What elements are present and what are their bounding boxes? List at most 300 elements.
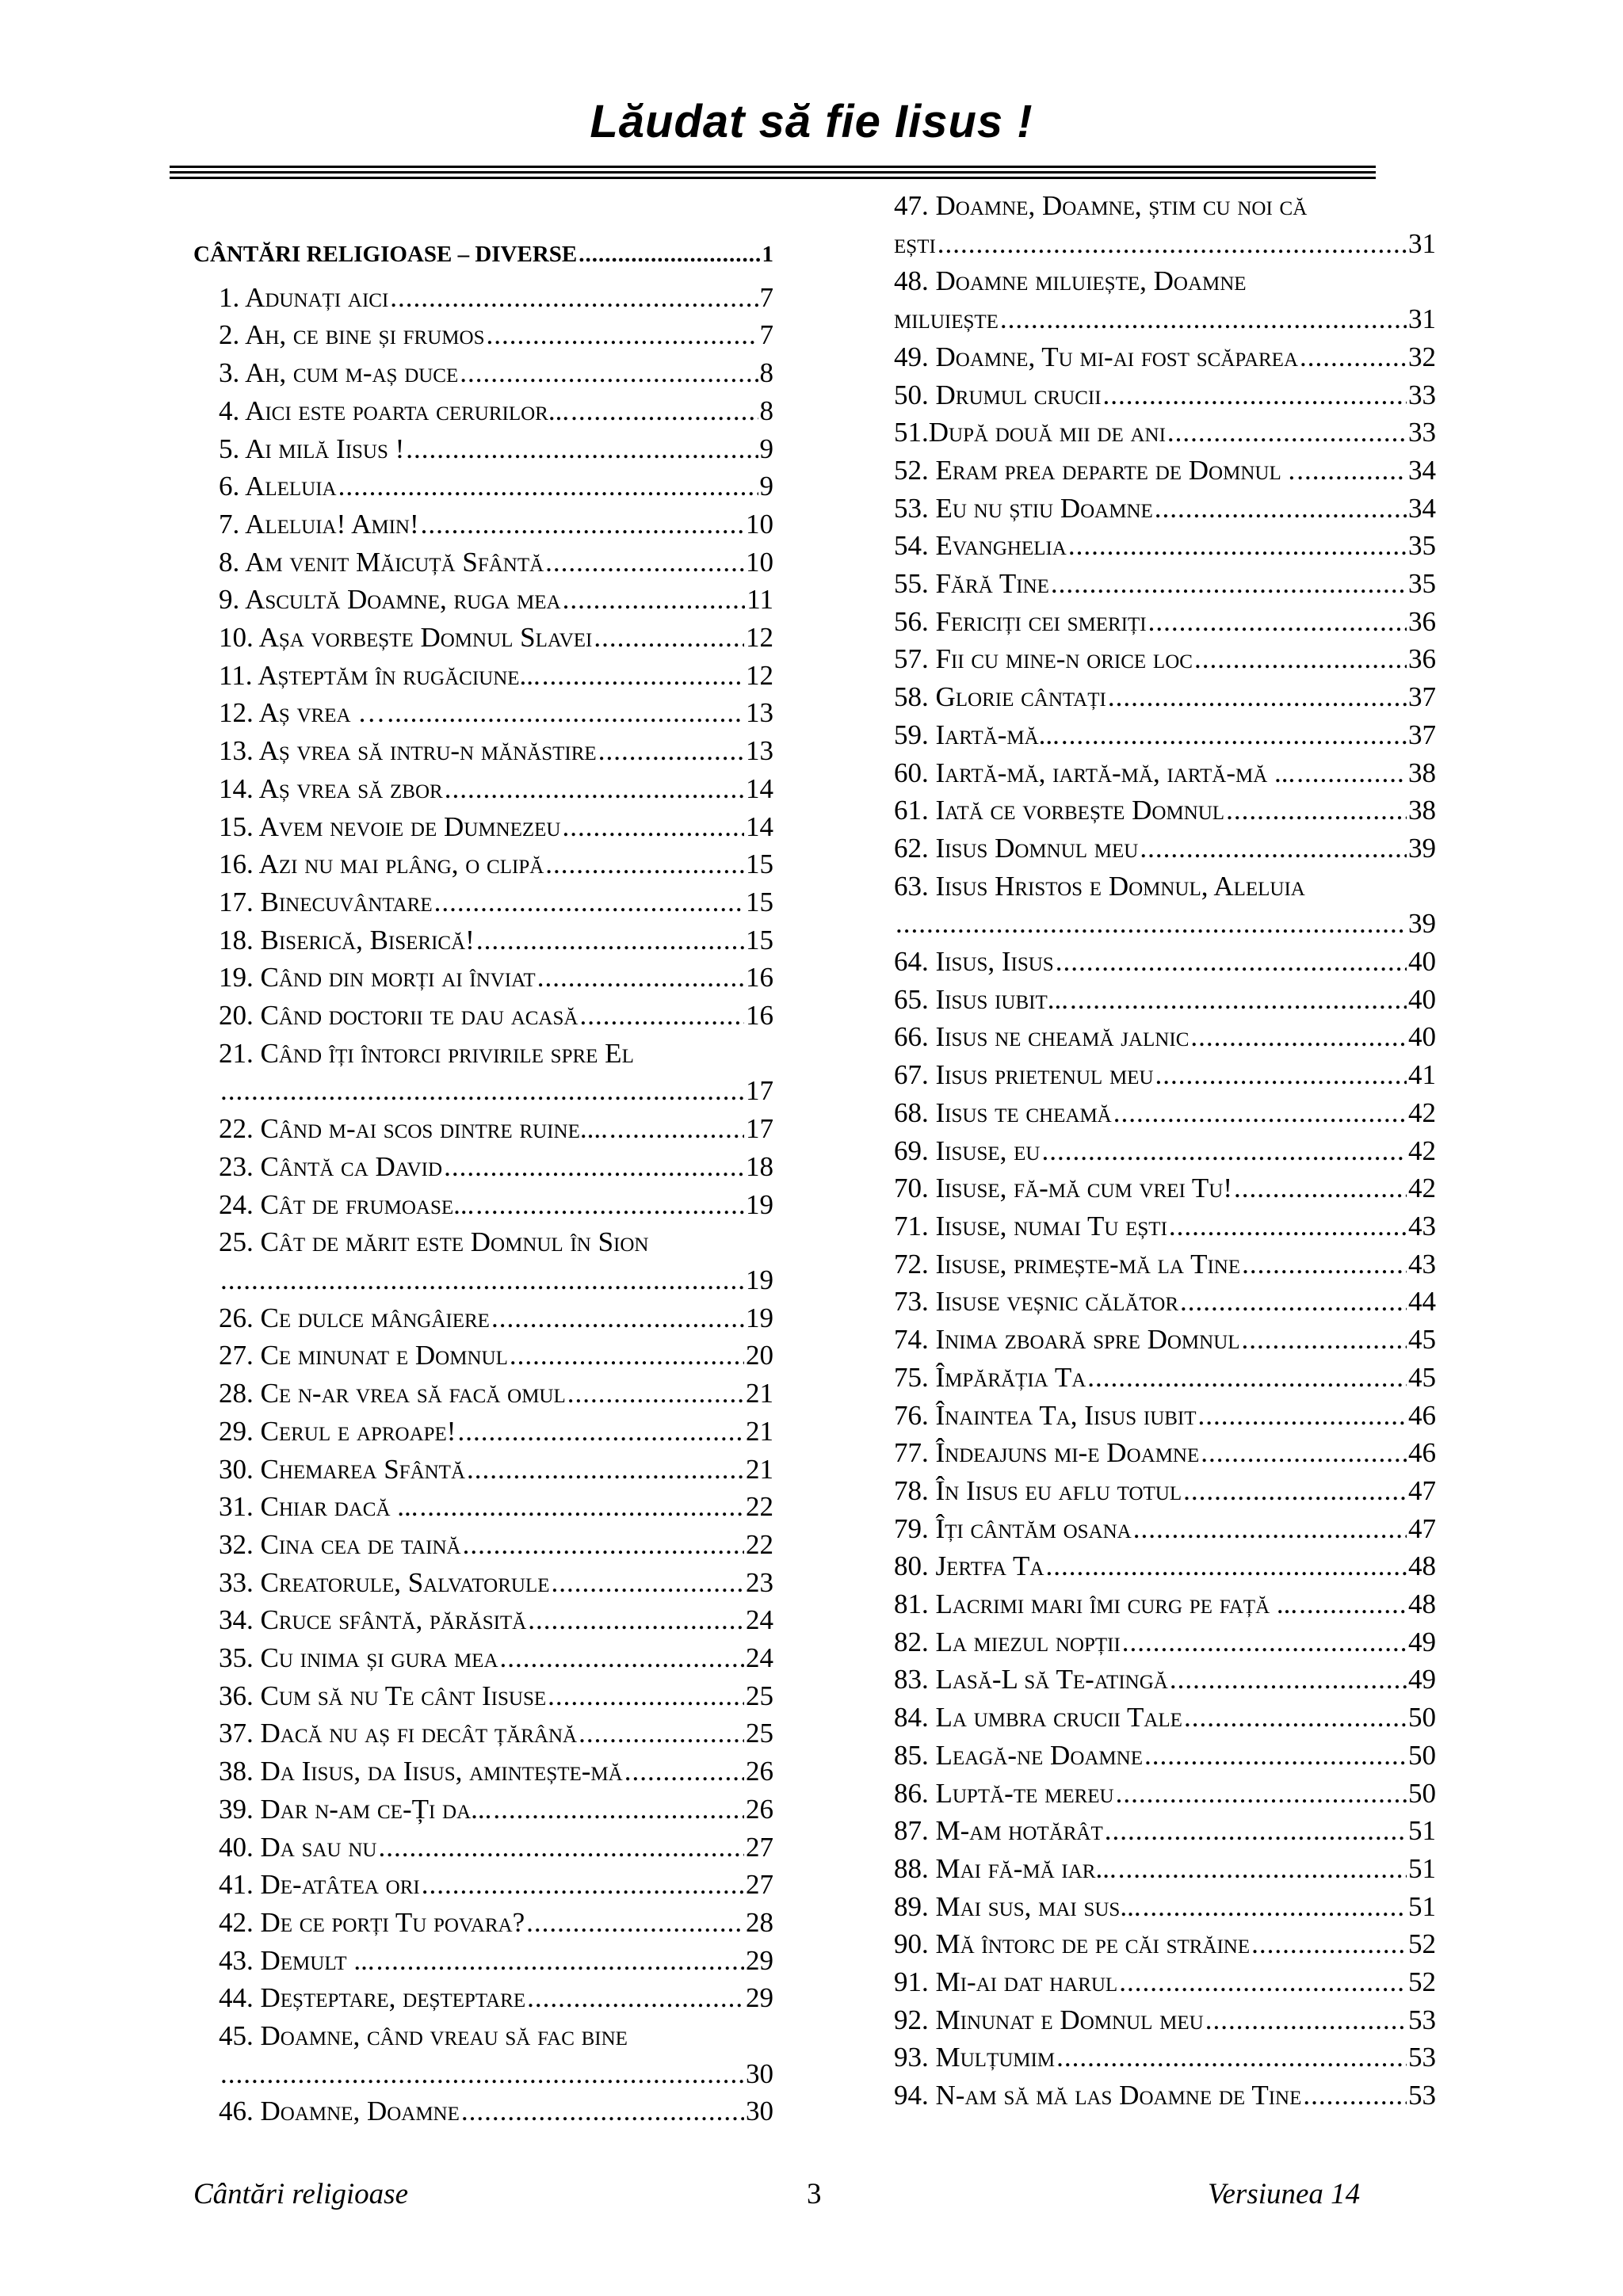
toc-entry-title: 2. Ah, ce bine și frumos bbox=[219, 319, 485, 351]
toc-entry-page: 47 bbox=[1408, 1512, 1436, 1544]
toc-entry[interactable] bbox=[193, 732, 773, 770]
toc-entry[interactable] bbox=[894, 565, 1436, 603]
toc-entry-title: 84. La umbra crucii Tale bbox=[894, 1702, 1182, 1733]
toc-entry-title: 9. Ascultă Doamne, ruga mea bbox=[219, 584, 561, 616]
toc-entry-page: 53 bbox=[1408, 2004, 1436, 2035]
toc-entry[interactable] bbox=[193, 1413, 773, 1451]
toc-entry-title: 19. Când din morți ai înviat bbox=[219, 962, 536, 994]
toc-entry-page: 39 bbox=[1408, 832, 1436, 864]
toc-entry[interactable] bbox=[193, 1526, 773, 1564]
toc-entry-page: 16 bbox=[746, 962, 773, 994]
toc-entry-title: 16. Azi nu mai plâng, o clipă bbox=[219, 849, 544, 880]
toc-entry[interactable] bbox=[894, 1169, 1436, 1207]
toc-entry[interactable] bbox=[894, 716, 1436, 754]
toc-entry-title-continued: ești bbox=[894, 227, 936, 259]
dot-leader bbox=[1170, 1661, 1407, 1699]
toc-entry-page: 15 bbox=[746, 886, 773, 917]
toc-entry[interactable] bbox=[193, 1601, 773, 1639]
toc-entry[interactable] bbox=[193, 392, 773, 430]
toc-entry-title: 48. Doamne miluiește, Doamne bbox=[894, 265, 1247, 297]
toc-entry-page: 7 bbox=[759, 281, 773, 313]
toc-entry[interactable] bbox=[894, 1925, 1436, 1963]
dot-leader bbox=[1118, 1850, 1407, 1888]
dot-leader bbox=[1087, 1359, 1407, 1397]
toc-entry-title: 35. Cu inima și gura mea bbox=[219, 1642, 498, 1674]
toc-entry-title: 85. Leagă-ne Doamne bbox=[894, 1739, 1143, 1771]
toc-entry[interactable] bbox=[193, 770, 773, 808]
toc-entry-page: 29 bbox=[746, 1982, 773, 2014]
toc-entry-page: 9 bbox=[759, 433, 773, 464]
toc-entry[interactable] bbox=[894, 2001, 1436, 2039]
toc-entry-page: 15 bbox=[746, 849, 773, 880]
dot-leader bbox=[1051, 565, 1407, 603]
toc-entry[interactable] bbox=[894, 603, 1436, 641]
toc-list-left bbox=[193, 279, 773, 2130]
toc-entry[interactable] bbox=[193, 1375, 773, 1413]
toc-entry[interactable] bbox=[894, 1510, 1436, 1548]
dot-leader bbox=[1144, 1737, 1407, 1775]
dot-leader bbox=[1155, 490, 1407, 528]
toc-entry-title: 8. Am venit Măicuță Sfântă bbox=[219, 546, 544, 578]
toc-entry-title: 72. Iisuse, primește-mă la Tine bbox=[894, 1248, 1241, 1280]
toc-entry[interactable] bbox=[894, 452, 1436, 490]
toc-entry-title: 61. Iată ce vorbește Domnul bbox=[894, 795, 1225, 826]
toc-entry[interactable] bbox=[894, 1963, 1436, 2001]
toc-entry[interactable] bbox=[193, 1714, 773, 1753]
toc-entry[interactable] bbox=[193, 354, 773, 392]
dot-leader bbox=[445, 770, 744, 808]
toc-entry-title: 18. Biserică, Biserică! bbox=[219, 924, 475, 955]
dot-leader bbox=[562, 808, 744, 846]
dot-leader bbox=[1251, 1925, 1407, 1963]
toc-entry-page: 38 bbox=[1408, 757, 1436, 788]
toc-entry-title: 57. Fii cu mine-n orice loc bbox=[894, 643, 1193, 675]
toc-entry[interactable] bbox=[193, 1904, 773, 1942]
toc-entry[interactable] bbox=[894, 678, 1436, 716]
toc-entry[interactable] bbox=[193, 279, 773, 317]
toc-entry[interactable] bbox=[894, 830, 1436, 868]
toc-entry-title: 44. Deșteptare, deșteptare bbox=[219, 1982, 526, 2014]
toc-entry-page: 16 bbox=[746, 1000, 773, 1032]
toc-list-right bbox=[894, 187, 1436, 2115]
toc-entry-title: 12. Aș vrea … bbox=[219, 697, 386, 729]
toc-entry[interactable] bbox=[193, 467, 773, 505]
toc-entry-page: 33 bbox=[1408, 417, 1436, 448]
toc-entry[interactable] bbox=[894, 1132, 1436, 1170]
toc-entry-title: 34. Cruce sfântă, părăsită bbox=[219, 1604, 527, 1636]
toc-entry-page: 41 bbox=[1408, 1059, 1436, 1091]
toc-entry-title: 7. Aleluia! Amin! bbox=[219, 508, 419, 540]
toc-entry[interactable] bbox=[894, 791, 1436, 830]
toc-entry[interactable] bbox=[894, 1434, 1436, 1472]
toc-entry[interactable] bbox=[894, 1359, 1436, 1397]
toc-entry-page: 37 bbox=[1408, 719, 1436, 750]
toc-entry-title: 83. Lasă-L să Te-atingă bbox=[894, 1664, 1168, 1695]
toc-entry-title: 40. Da sau nu bbox=[219, 1831, 377, 1863]
toc-entry-title: 70. Iisuse, fă-mă cum vrei Tu! bbox=[894, 1173, 1232, 1204]
toc-entry-page: 33 bbox=[1408, 379, 1436, 410]
toc-entry[interactable] bbox=[193, 1829, 773, 1867]
toc-entry[interactable] bbox=[193, 505, 773, 543]
toc-entry-title: 23. Cântă ca David bbox=[219, 1150, 443, 1182]
dot-leader bbox=[220, 1072, 744, 1110]
toc-entry-title: 11. Așteptăm în rugăciune... bbox=[219, 659, 540, 691]
toc-entry-title: 68. Iisus te cheamă bbox=[894, 1097, 1112, 1128]
toc-entry[interactable] bbox=[894, 1094, 1436, 1132]
toc-entry-page: 36 bbox=[1408, 643, 1436, 675]
toc-entry[interactable] bbox=[894, 754, 1436, 792]
dot-leader bbox=[1183, 1472, 1407, 1510]
toc-entry[interactable] bbox=[193, 543, 773, 582]
toc-entry-page: 34 bbox=[1408, 492, 1436, 524]
dot-leader bbox=[1148, 603, 1407, 641]
toc-entry[interactable] bbox=[894, 262, 1436, 338]
dot-leader bbox=[1041, 1132, 1407, 1170]
dot-leader bbox=[1184, 1699, 1407, 1737]
toc-entry[interactable] bbox=[894, 1321, 1436, 1359]
toc-entry[interactable] bbox=[193, 1299, 773, 1337]
toc-entry-title: 54. Evanghelia bbox=[894, 530, 1067, 562]
toc-entry-title: 46. Doamne, Doamne bbox=[219, 2096, 460, 2127]
dot-leader bbox=[1116, 1775, 1407, 1813]
dot-leader bbox=[1133, 1510, 1407, 1548]
toc-entry-page: 28 bbox=[746, 1906, 773, 1938]
toc-entry-title: 52. Eram prea departe de Domnul . bbox=[894, 454, 1296, 486]
dot-leader bbox=[527, 1979, 744, 2017]
toc-entry-page: 45 bbox=[1408, 1324, 1436, 1356]
toc-entry[interactable] bbox=[193, 808, 773, 846]
dot-leader bbox=[1234, 1169, 1407, 1207]
toc-entry[interactable] bbox=[193, 1035, 773, 1110]
toc-entry-page: 47 bbox=[1408, 1474, 1436, 1506]
toc-entry[interactable] bbox=[894, 1661, 1436, 1699]
toc-entry-title: 37. Dacă nu aș fi decât țărână bbox=[219, 1718, 578, 1749]
dot-leader bbox=[444, 1148, 744, 1186]
toc-entry-page: 42 bbox=[1408, 1135, 1436, 1166]
dot-leader bbox=[548, 1677, 744, 1715]
dot-leader bbox=[579, 1714, 744, 1753]
toc-entry[interactable] bbox=[894, 2077, 1436, 2115]
toc-entry-page: 13 bbox=[746, 735, 773, 767]
dot-leader bbox=[1303, 2077, 1407, 2115]
toc-entry[interactable] bbox=[193, 1677, 773, 1715]
toc-entry[interactable] bbox=[193, 1564, 773, 1602]
toc-entry-page: 19 bbox=[746, 1188, 773, 1220]
toc-entry-title: 30. Chemarea Sfântă bbox=[219, 1453, 466, 1485]
section-label: CÂNTĂRI RELIGIOASE – DIVERSE bbox=[193, 242, 578, 267]
toc-entry-title-continued: miluiește bbox=[894, 303, 999, 335]
toc-entry[interactable] bbox=[894, 640, 1436, 678]
toc-entry[interactable] bbox=[193, 1110, 773, 1148]
toc-entry[interactable] bbox=[894, 1623, 1436, 1661]
toc-entry[interactable] bbox=[193, 845, 773, 883]
toc-entry[interactable] bbox=[193, 997, 773, 1035]
dot-leader bbox=[1190, 1018, 1407, 1056]
toc-entry[interactable] bbox=[193, 1451, 773, 1489]
toc-entry-title: 73. Iisuse veșnic călător bbox=[894, 1286, 1178, 1318]
dot-leader bbox=[542, 657, 744, 695]
toc-entry[interactable] bbox=[894, 490, 1436, 528]
toc-entry[interactable] bbox=[193, 657, 773, 695]
toc-entry-page: 8 bbox=[759, 395, 773, 426]
toc-entry[interactable] bbox=[193, 430, 773, 468]
toc-entry-title: 22. Când m-ai scos dintre ruine.... bbox=[219, 1113, 608, 1145]
toc-entry-page: 31 bbox=[1408, 303, 1436, 335]
dot-leader bbox=[1000, 300, 1407, 338]
toc-entry-title: 17. Binecuvântare bbox=[219, 886, 433, 917]
toc-entry-title: 38. Da Iisus, da Iisus, amintește-mă bbox=[219, 1756, 623, 1787]
toc-entry[interactable] bbox=[894, 1547, 1436, 1585]
toc-entry-page: 12 bbox=[746, 659, 773, 691]
dot-leader bbox=[406, 430, 758, 468]
toc-entry-title: 28. Ce n-ar vrea să facă omul bbox=[219, 1378, 566, 1409]
toc-entry-title: 1. Adunați aici bbox=[219, 281, 389, 313]
toc-entry-title: 79. Îți cântăm osana bbox=[894, 1512, 1132, 1544]
toc-entry[interactable] bbox=[894, 1585, 1436, 1623]
toc-entry-page: 27 bbox=[746, 1831, 773, 1863]
toc-entry-title: 63. Iisus Hristos e Domnul, Aleluia bbox=[894, 870, 1305, 902]
dot-leader bbox=[457, 1413, 744, 1451]
toc-entry[interactable] bbox=[894, 1018, 1436, 1056]
toc-entry-title: 66. Iisus ne cheamă jalnic bbox=[894, 1021, 1190, 1053]
toc-entry-title: 94. N-am să mă las Doamne de Tine bbox=[894, 2080, 1302, 2111]
dot-leader bbox=[1119, 1963, 1407, 2001]
toc-entry-title: 21. Când îți întorci privirile spre El bbox=[219, 1037, 634, 1069]
toc-entry[interactable] bbox=[894, 1397, 1436, 1435]
toc-entry[interactable] bbox=[193, 619, 773, 657]
toc-entry[interactable] bbox=[894, 1775, 1436, 1813]
toc-entry-page: 9 bbox=[759, 471, 773, 502]
toc-entry-page: 48 bbox=[1408, 1589, 1436, 1620]
toc-entry-title: 36. Cum să nu Te cânt Iisuse bbox=[219, 1680, 547, 1711]
dot-leader bbox=[1180, 1283, 1407, 1321]
toc-entry[interactable] bbox=[894, 1737, 1436, 1775]
dot-leader bbox=[1242, 1321, 1407, 1359]
toc-entry-page: 35 bbox=[1408, 530, 1436, 562]
toc-entry[interactable] bbox=[894, 376, 1436, 414]
toc-entry-page: 22 bbox=[746, 1491, 773, 1523]
toc-entry[interactable] bbox=[193, 694, 773, 732]
toc-entry-page: 40 bbox=[1408, 946, 1436, 978]
toc-entry[interactable] bbox=[193, 1148, 773, 1186]
toc-entry[interactable] bbox=[894, 1472, 1436, 1510]
toc-entry-page: 31 bbox=[1408, 227, 1436, 259]
dot-leader bbox=[1046, 1547, 1407, 1585]
toc-entry[interactable] bbox=[193, 1979, 773, 2017]
dot-leader bbox=[467, 1451, 744, 1489]
toc-entry-title: 74. Inima zboară spre Domnul bbox=[894, 1324, 1240, 1356]
dot-leader bbox=[460, 354, 758, 392]
toc-entry[interactable] bbox=[193, 2092, 773, 2130]
toc-entry[interactable] bbox=[193, 883, 773, 921]
toc-entry-title: 59. Iartă-mă... bbox=[894, 719, 1060, 750]
dot-leader bbox=[1242, 1245, 1407, 1283]
page-title: Lăudat să fie Iisus ! bbox=[590, 96, 1033, 147]
toc-entry-page: 24 bbox=[746, 1604, 773, 1636]
title-rule-top bbox=[170, 166, 1376, 168]
toc-entry[interactable] bbox=[193, 316, 773, 354]
toc-entry[interactable] bbox=[193, 581, 773, 619]
toc-entry-page: 25 bbox=[746, 1680, 773, 1711]
dot-leader bbox=[624, 1753, 744, 1791]
toc-entry[interactable] bbox=[193, 1488, 773, 1526]
toc-entry-page: 21 bbox=[746, 1453, 773, 1485]
toc-entry-title: 62. Iisus Domnul meu bbox=[894, 832, 1139, 864]
toc-entry[interactable] bbox=[894, 187, 1436, 262]
dot-leader bbox=[1205, 2001, 1407, 2039]
footer-page-number: 3 bbox=[807, 2178, 822, 2210]
toc-entry-page: 35 bbox=[1408, 568, 1436, 600]
dot-leader bbox=[1070, 981, 1407, 1019]
toc-entry-page: 22 bbox=[746, 1528, 773, 1560]
toc-entry-title: 77. Îndeajuns mi-e Doamne bbox=[894, 1437, 1200, 1469]
toc-entry-page: 50 bbox=[1408, 1777, 1436, 1809]
dot-leader bbox=[896, 905, 1407, 943]
dot-leader bbox=[545, 543, 744, 582]
dot-leader bbox=[528, 1601, 744, 1639]
toc-entry-page: 23 bbox=[746, 1566, 773, 1598]
dot-leader bbox=[1300, 338, 1407, 376]
toc-entry-page: 20 bbox=[746, 1340, 773, 1371]
dot-leader bbox=[1226, 791, 1407, 830]
toc-entry[interactable] bbox=[193, 1639, 773, 1677]
toc-entry-title: 49. Doamne, Tu mi-ai fost scăparea bbox=[894, 341, 1299, 372]
toc-entry-title: 39. Dar n-am ce-Ți da... bbox=[219, 1793, 492, 1825]
toc-entry-page: 13 bbox=[746, 697, 773, 729]
dot-leader bbox=[220, 2055, 744, 2093]
dot-leader bbox=[475, 1186, 744, 1224]
dot-leader bbox=[493, 1791, 744, 1829]
dot-leader bbox=[545, 845, 744, 883]
toc-entry[interactable] bbox=[894, 338, 1436, 376]
toc-entry-page: 11 bbox=[747, 584, 773, 616]
dot-leader bbox=[1061, 716, 1407, 754]
dot-leader bbox=[420, 1488, 744, 1526]
dot-leader bbox=[1103, 376, 1407, 414]
toc-entry[interactable] bbox=[894, 981, 1436, 1019]
dot-leader bbox=[567, 1375, 744, 1413]
toc-entry[interactable] bbox=[894, 1283, 1436, 1321]
toc-entry-title: 80. Jertfa Ta bbox=[894, 1550, 1044, 1582]
toc-entry[interactable] bbox=[193, 959, 773, 997]
toc-entry-title: 71. Iisuse, numai Tu ești bbox=[894, 1210, 1167, 1241]
toc-entry[interactable] bbox=[193, 1186, 773, 1224]
toc-entry-page: 26 bbox=[746, 1756, 773, 1787]
dot-leader bbox=[563, 581, 746, 619]
toc-entry-page: 52 bbox=[1408, 1928, 1436, 1960]
dot-leader bbox=[938, 225, 1407, 263]
toc-entry[interactable] bbox=[894, 2039, 1436, 2077]
dot-leader bbox=[598, 732, 744, 770]
toc-entry[interactable] bbox=[894, 414, 1436, 452]
toc-entry[interactable] bbox=[193, 1753, 773, 1791]
toc-entry[interactable] bbox=[894, 1812, 1436, 1850]
toc-entry[interactable] bbox=[894, 1699, 1436, 1737]
toc-entry-title: 43. Demult ... bbox=[219, 1944, 375, 1976]
toc-entry[interactable] bbox=[894, 1850, 1436, 1888]
toc-entry-page: 25 bbox=[746, 1718, 773, 1749]
footer-version: Versiunea 14 bbox=[1208, 2178, 1361, 2210]
toc-entry-title: 78. În Iisus eu aflu totul bbox=[894, 1474, 1182, 1506]
toc-entry-page: 43 bbox=[1408, 1248, 1436, 1280]
dot-leader bbox=[1056, 2039, 1407, 2077]
toc-entry-page: 53 bbox=[1408, 2042, 1436, 2073]
toc-entry-title: 89. Mai sus, mai sus... bbox=[894, 1890, 1141, 1922]
toc-entry[interactable] bbox=[894, 1888, 1436, 1926]
toc-entry-page: 30 bbox=[746, 2096, 773, 2127]
dot-leader bbox=[1169, 1207, 1407, 1245]
dot-leader bbox=[463, 1526, 744, 1564]
toc-entry-page: 51 bbox=[1408, 1890, 1436, 1922]
toc-entry[interactable] bbox=[193, 921, 773, 959]
toc-entry-page: 50 bbox=[1408, 1739, 1436, 1771]
toc-entry[interactable] bbox=[193, 1866, 773, 1904]
dot-leader bbox=[422, 1866, 744, 1904]
toc-entry-page: 27 bbox=[746, 1869, 773, 1901]
toc-entry-page: 50 bbox=[1408, 1702, 1436, 1733]
dot-leader bbox=[378, 1829, 744, 1867]
toc-entry[interactable] bbox=[894, 1245, 1436, 1283]
dot-leader bbox=[476, 921, 744, 959]
toc-entry[interactable] bbox=[193, 2017, 773, 2092]
toc-entry-page: 40 bbox=[1408, 1021, 1436, 1053]
toc-entry-title: 20. Când doctorii te dau acasă bbox=[219, 1000, 579, 1032]
toc-entry[interactable] bbox=[193, 1942, 773, 1980]
toc-entry-title: 55. Fără Tine bbox=[894, 568, 1049, 600]
dot-leader bbox=[461, 2092, 744, 2130]
dot-leader bbox=[1108, 678, 1407, 716]
toc-entry[interactable] bbox=[193, 1337, 773, 1375]
dot-leader bbox=[486, 316, 758, 354]
dot-leader bbox=[1167, 414, 1407, 452]
toc-entry[interactable] bbox=[894, 527, 1436, 565]
toc-section-heading[interactable] bbox=[193, 236, 773, 274]
toc-entry[interactable] bbox=[894, 1056, 1436, 1094]
toc-entry-page: 39 bbox=[1408, 908, 1436, 940]
toc-entry-title: 10. Așa vorbește Domnul Slavei bbox=[219, 622, 593, 654]
toc-entry-title: 26. Ce dulce mângâiere bbox=[219, 1302, 490, 1333]
toc-entry-page: 43 bbox=[1408, 1210, 1436, 1241]
toc-entry-title: 14. Aș vrea să zbor bbox=[219, 772, 443, 804]
toc-entry-page: 42 bbox=[1408, 1097, 1436, 1128]
toc-entry-page: 51 bbox=[1408, 1815, 1436, 1847]
toc-entry-page: 21 bbox=[746, 1415, 773, 1447]
dot-leader bbox=[1143, 1888, 1407, 1926]
toc-entry[interactable] bbox=[193, 1791, 773, 1829]
toc-entry-page: 21 bbox=[746, 1378, 773, 1409]
dot-leader bbox=[1296, 452, 1407, 490]
toc-entry-page: 8 bbox=[759, 357, 773, 389]
dot-leader bbox=[1140, 830, 1407, 868]
dot-leader bbox=[510, 1337, 744, 1375]
dot-leader bbox=[551, 1564, 744, 1602]
toc-entry-page: 37 bbox=[1408, 681, 1436, 713]
dot-leader bbox=[1201, 1434, 1407, 1472]
toc-entry-page: 34 bbox=[1408, 454, 1436, 486]
toc-entry-page: 46 bbox=[1408, 1399, 1436, 1431]
title-rule-bottom bbox=[170, 177, 1376, 179]
toc-entry[interactable] bbox=[894, 1207, 1436, 1245]
toc-entry[interactable] bbox=[894, 943, 1436, 981]
toc-entry[interactable] bbox=[193, 1223, 773, 1299]
toc-entry-title: 86. Luptă-te mereu bbox=[894, 1777, 1114, 1809]
dot-leader bbox=[387, 694, 744, 732]
toc-entry-page: 19 bbox=[746, 1302, 773, 1333]
toc-entry-page: 44 bbox=[1408, 1286, 1436, 1318]
dot-leader bbox=[594, 619, 744, 657]
toc-entry[interactable] bbox=[894, 868, 1436, 943]
toc-entry-title: 58. Glorie cântați bbox=[894, 681, 1106, 713]
